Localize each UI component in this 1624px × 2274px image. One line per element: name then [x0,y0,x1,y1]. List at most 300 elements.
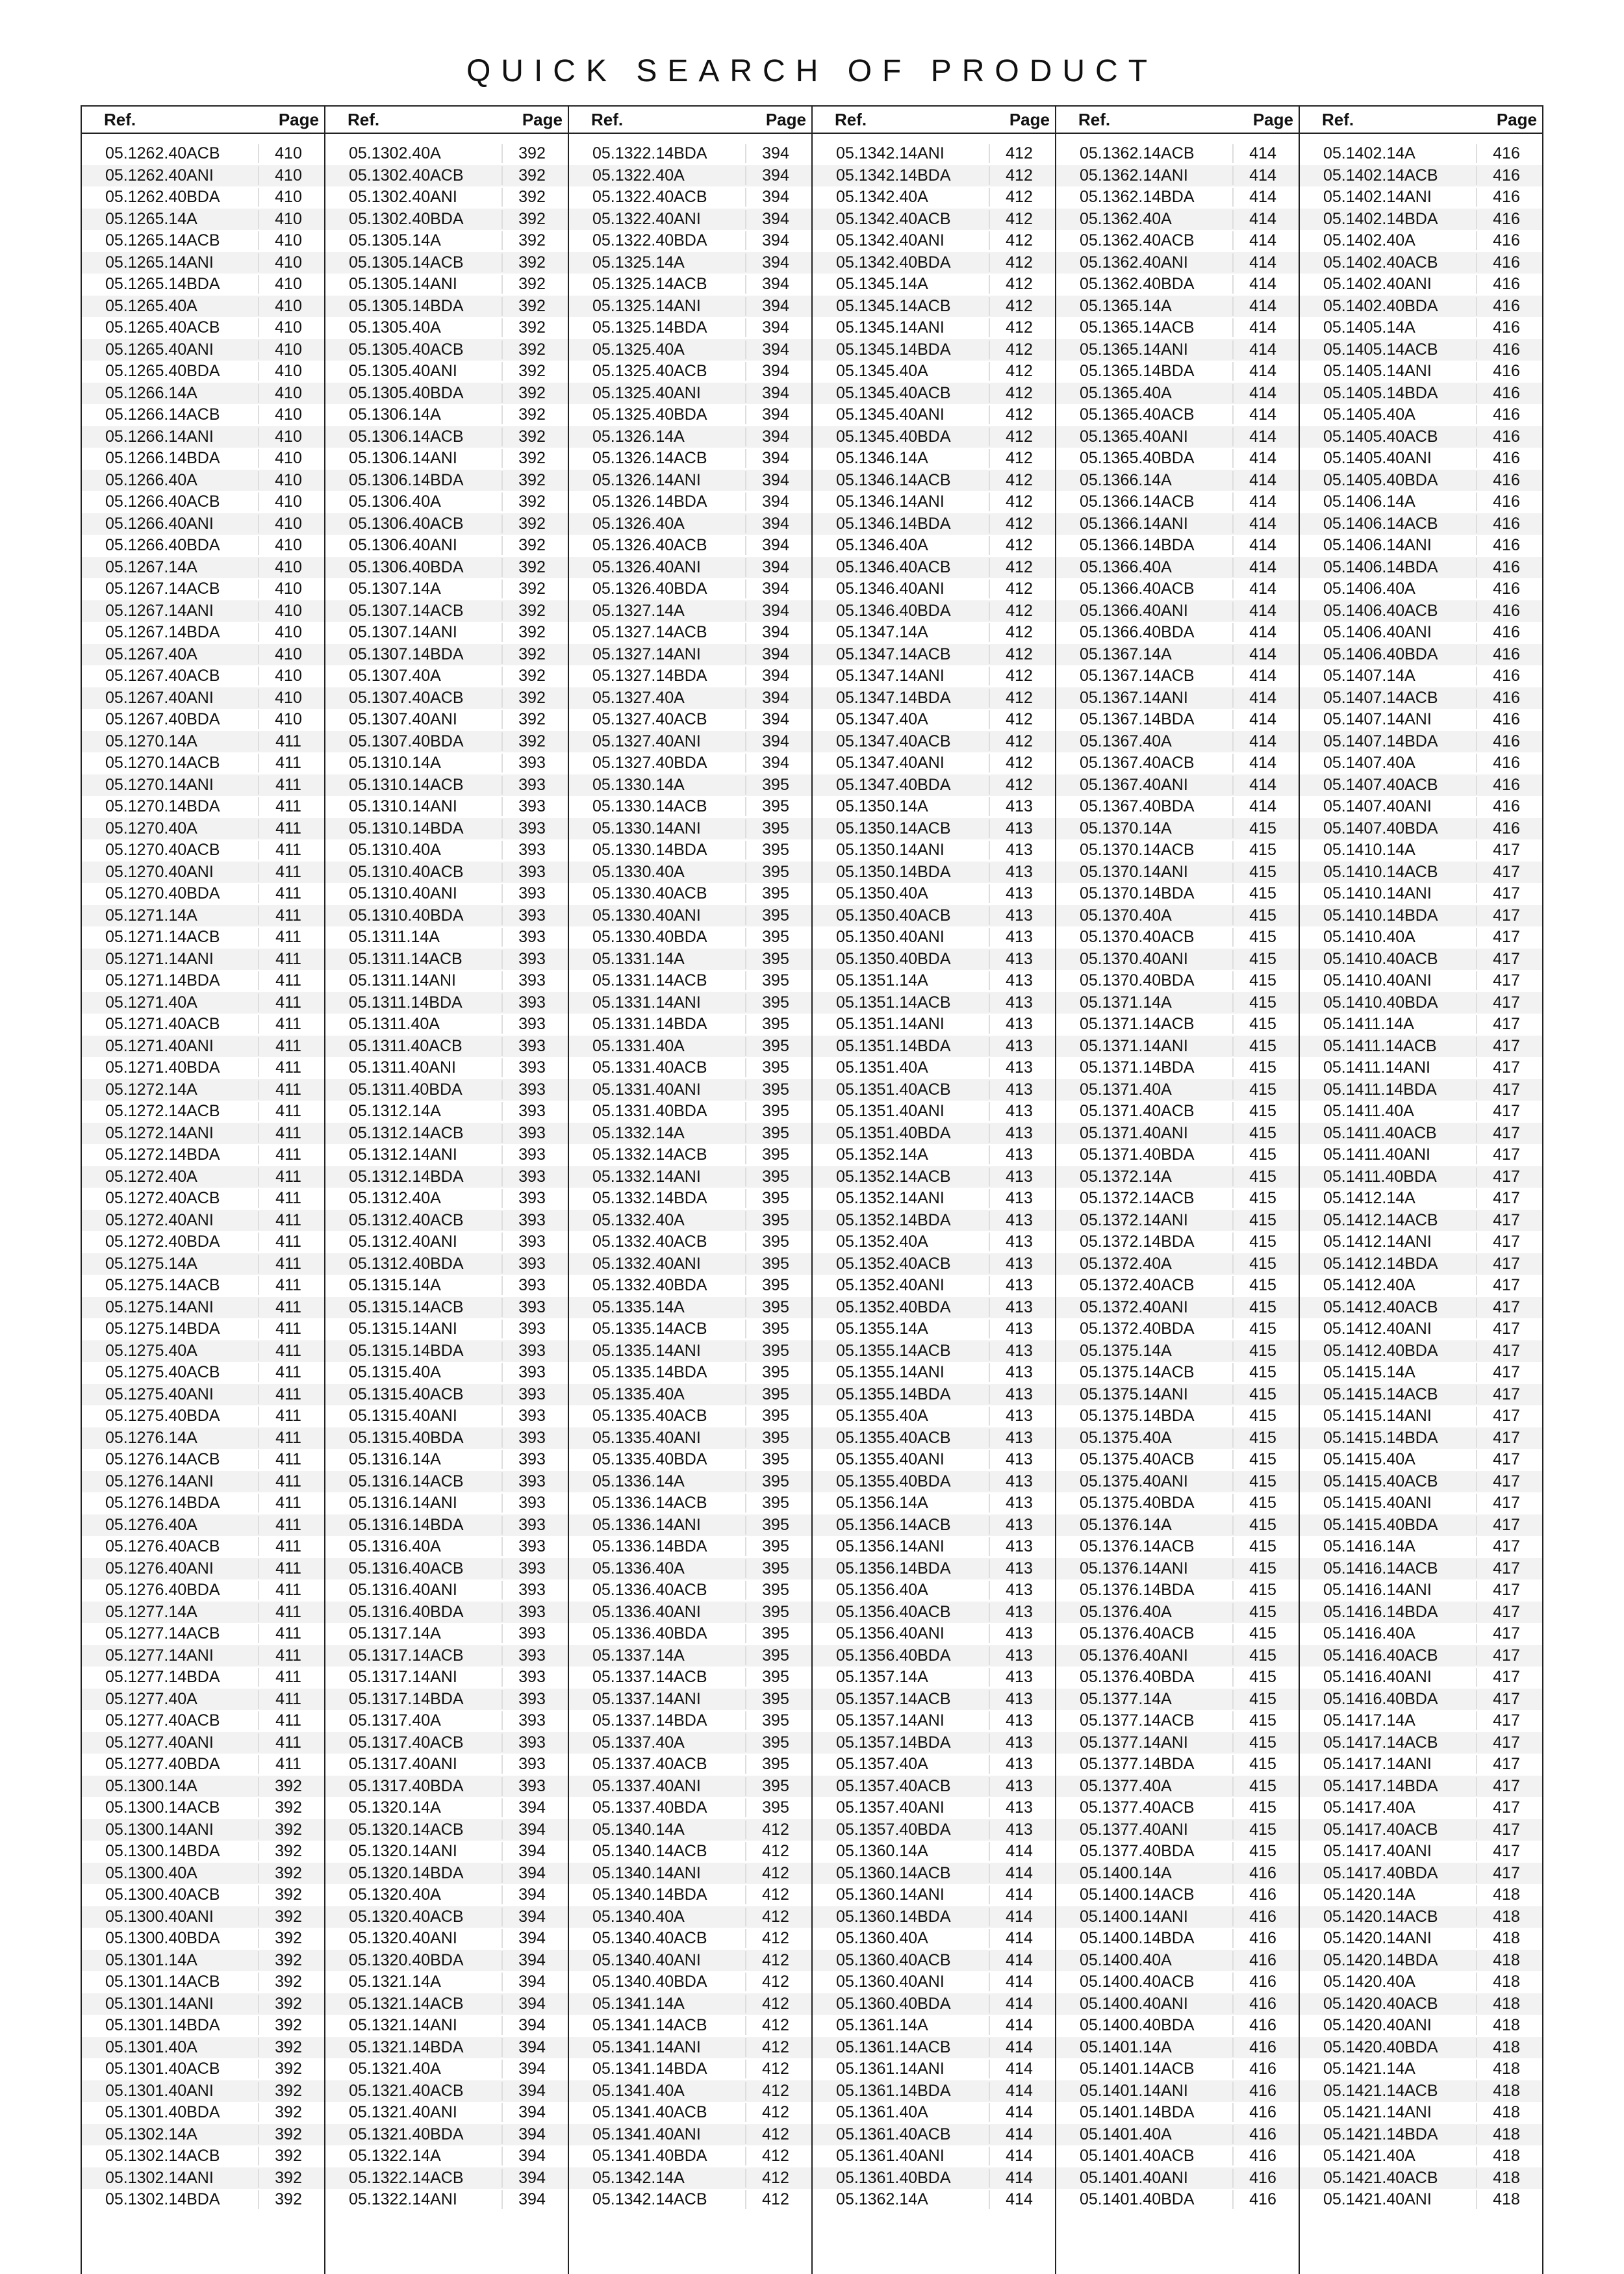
table-row [569,1754,811,1776]
table-row [325,209,568,231]
page-number: 417 [1476,1864,1530,1883]
page-number: 414 [1232,623,1287,642]
page-number: 411 [258,1494,312,1513]
page-number: 392 [501,188,556,207]
table-row [813,2189,1055,2211]
page-number: 393 [501,1537,556,1556]
table-row [1300,448,1542,470]
table-row [813,1710,1055,1732]
table-row [1300,1514,1542,1537]
page-number: 394 [745,297,800,316]
page-number: 412 [989,645,1043,664]
page-number: 412 [989,536,1043,555]
page-number: 410 [258,166,312,185]
page-number: 393 [501,993,556,1012]
product-ref: 05.1400.40BDA [1080,2016,1195,2035]
table-row [325,2102,568,2124]
product-ref: 05.1365.14A [1080,296,1172,315]
page-number: 393 [501,1429,556,1448]
table-row [325,296,568,318]
product-ref: 05.1372.14ANI [1080,1210,1188,1229]
table-row [813,926,1055,949]
table-row [569,622,811,644]
table-row [569,1253,811,1275]
product-ref: 05.1416.14BDA [1323,1602,1438,1621]
page-number: 413 [989,1124,1043,1143]
page-number: 410 [258,667,312,685]
table-row [813,578,1055,600]
column-header [1056,105,1299,134]
table-row [813,1340,1055,1362]
table-row [813,1253,1055,1275]
page-number: 417 [1476,1581,1530,1600]
table-row [1056,796,1299,818]
page-number: 410 [258,231,312,250]
product-ref: 05.1402.40ANI [1323,275,1432,294]
page-number: 411 [258,797,312,816]
table-row [813,665,1055,687]
page-number: 392 [258,2038,312,2057]
product-ref: 05.1416.40BDA [1323,1689,1438,1708]
page-number: 395 [745,1537,800,1556]
product-ref: 05.1401.14BDA [1080,2103,1195,2122]
product-ref: 05.1266.14BDA [105,449,220,468]
product-ref: 05.1322.40ANI [592,209,701,228]
product-ref: 05.1421.40A [1323,2147,1415,2165]
product-ref: 05.1376.40ACB [1080,1624,1195,1643]
product-ref: 05.1331.40A [592,1036,685,1055]
table-row [325,1318,568,1340]
table-row [813,143,1055,165]
page-number: 416 [1232,2190,1287,2209]
page-number: 411 [258,1211,312,1230]
page-number: 414 [1232,253,1287,272]
page-number: 415 [1232,1015,1287,1034]
table-row [1300,1754,1542,1776]
product-ref: 05.1307.40ACB [349,688,464,707]
table-row [569,209,811,231]
table-row [1056,252,1299,274]
table-row [325,731,568,753]
product-ref: 05.1332.14BDA [592,1189,707,1208]
product-ref: 05.1370.14ACB [1080,841,1195,860]
page-number: 410 [258,188,312,207]
product-ref: 05.1317.14ANI [349,1668,457,1687]
product-ref: 05.1421.14A [1323,2060,1415,2078]
table-row [325,535,568,557]
page-number: 394 [745,144,800,163]
page-number: 395 [745,928,800,947]
product-ref: 05.1312.40ACB [349,1210,464,1229]
product-ref: 05.1320.40ANI [349,1929,457,1948]
page-number: 414 [1232,362,1287,381]
table-row [1300,1340,1542,1362]
table-row [813,774,1055,797]
product-ref: 05.1377.40ANI [1080,1820,1188,1839]
product-ref: 05.1377.14ANI [1080,1733,1188,1752]
page-number: 416 [1476,405,1530,424]
page-number: 414 [1232,471,1287,490]
product-ref: 05.1376.40A [1080,1602,1172,1621]
table-row [1300,165,1542,187]
product-ref: 05.1312.14BDA [349,1167,464,1186]
header-ref: Ref. [104,109,136,129]
page-number: 410 [258,536,312,555]
page-number: 394 [745,492,800,511]
product-ref: 05.1331.40ACB [592,1058,707,1077]
product-ref: 05.1420.40A [1323,1973,1415,1991]
product-ref: 05.1310.40ACB [349,862,464,881]
table-row [569,274,811,296]
product-ref: 05.1316.14A [349,1450,441,1469]
page-number: 394 [501,2169,556,2188]
page-number: 417 [1476,1080,1530,1099]
product-ref: 05.1411.14BDA [1323,1080,1437,1099]
table-row [1300,2080,1542,2102]
product-ref: 05.1341.14BDA [592,2060,707,2078]
product-ref: 05.1371.40BDA [1080,1145,1195,1164]
page-number: 415 [1232,1842,1287,1861]
product-ref: 05.1407.40BDA [1323,819,1438,837]
product-ref: 05.1312.14ACB [349,1123,464,1142]
table-row [813,1384,1055,1406]
page-number: 412 [989,188,1043,207]
table-row [325,1645,568,1667]
table-row [1300,839,1542,862]
page-number: 393 [501,1603,556,1622]
page-number: 410 [258,645,312,664]
product-ref: 05.1351.14A [836,971,928,990]
table-row [82,949,324,971]
table-row [569,535,811,557]
page-number: 392 [258,1798,312,1817]
product-ref: 05.1262.40BDA [105,188,220,207]
product-ref: 05.1341.40A [592,2081,685,2100]
product-ref: 05.1270.40BDA [105,884,220,903]
page-number: 393 [501,1711,556,1730]
table-row [325,905,568,927]
page-number: 410 [258,449,312,468]
table-row [813,883,1055,905]
product-ref: 05.1300.14BDA [105,1842,220,1861]
page-number: 395 [745,1385,800,1404]
product-ref: 05.1417.40BDA [1323,1863,1438,1882]
product-ref: 05.1302.40ANI [349,188,457,207]
table-row [325,1210,568,1232]
table-row [82,1754,324,1776]
table-row [569,491,811,513]
product-ref: 05.1370.40A [1080,906,1172,925]
product-ref: 05.1325.40A [592,340,685,359]
table-row [1056,2145,1299,2167]
table-row [1300,883,1542,905]
product-ref: 05.1405.14BDA [1323,383,1438,402]
page-number: 395 [745,1581,800,1600]
table-row [1300,557,1542,579]
product-ref: 05.1421.14ANI [1323,2103,1432,2122]
page-number: 417 [1476,863,1530,882]
table-row [813,1689,1055,1711]
product-ref: 05.1316.14ANI [349,1494,457,1513]
header-page: Page [278,109,319,129]
table-row [1300,1776,1542,1798]
product-ref: 05.1351.14BDA [836,1036,951,1055]
table-row [325,1297,568,1319]
product-ref: 05.1270.14ANI [105,775,214,794]
product-ref: 05.1331.14BDA [592,1015,707,1034]
product-ref: 05.1371.14ACB [1080,1015,1195,1034]
product-ref: 05.1416.40ACB [1323,1646,1438,1665]
page-number: 415 [1232,863,1287,882]
page-number: 413 [989,1537,1043,1556]
table-row [1300,1645,1542,1667]
product-ref: 05.1421.14ACB [1323,2081,1438,2100]
product-ref: 05.1321.14ANI [349,2016,457,2035]
page-number: 417 [1476,1233,1530,1251]
product-ref: 05.1307.14BDA [349,645,464,663]
product-ref: 05.1377.40BDA [1080,1842,1195,1861]
page-number: 395 [745,1298,800,1317]
page-number: 411 [258,1298,312,1317]
page-number: 410 [258,623,312,642]
page-number: 416 [1476,318,1530,337]
table-row [813,1884,1055,1906]
page-number: 393 [501,1189,556,1208]
table-row [813,1079,1055,1101]
table-row [325,1841,568,1863]
product-ref: 05.1367.14ANI [1080,688,1188,707]
page-number: 411 [258,884,312,903]
product-ref: 05.1322.40A [592,166,685,185]
page-number: 395 [745,1211,800,1230]
table-row [82,252,324,274]
table-row [1056,1906,1299,1928]
table-row [813,1950,1055,1972]
product-ref: 05.1267.40A [105,645,197,663]
page-number: 416 [1476,362,1530,381]
table-row [1056,1101,1299,1123]
product-ref: 05.1365.40A [1080,383,1172,402]
product-ref: 05.1352.14A [836,1145,928,1164]
page-number: 411 [258,928,312,947]
product-ref: 05.1311.40ACB [349,1036,463,1055]
page-number: 415 [1232,1363,1287,1382]
table-row [813,1602,1055,1624]
product-ref: 05.1352.40A [836,1233,928,1251]
page-number: 412 [989,384,1043,403]
page-number: 411 [258,863,312,882]
table-row [569,839,811,862]
product-ref: 05.1402.40BDA [1323,296,1438,315]
product-ref: 05.1317.40BDA [349,1776,464,1795]
page-number: 392 [258,2190,312,2209]
page-number: 395 [745,950,800,969]
table-row [82,296,324,318]
table-row [82,1993,324,2015]
table-row [325,1166,568,1188]
page-number: 414 [989,1995,1043,2013]
table-row [82,230,324,252]
page-number: 415 [1232,1058,1287,1077]
page-number: 415 [1232,1145,1287,1164]
product-ref: 05.1272.14A [105,1080,197,1099]
product-ref: 05.1272.14ANI [105,1123,214,1142]
page-number: 412 [745,1951,800,1970]
product-ref: 05.1346.14ACB [836,470,951,489]
page-number: 394 [501,1995,556,2013]
page-number: 395 [745,1124,800,1143]
page-number: 416 [1476,819,1530,838]
page-number: 416 [1232,2125,1287,2144]
page-number: 415 [1232,1733,1287,1752]
table-row [1056,2124,1299,2146]
page-number: 417 [1476,1276,1530,1295]
table-row [325,1384,568,1406]
page-number: 411 [258,1276,312,1295]
page-number: 413 [989,884,1043,903]
page-number: 416 [1476,166,1530,185]
table-row [569,1166,811,1188]
table-row [1056,1667,1299,1689]
table-row [325,470,568,492]
page-number: 395 [745,1255,800,1273]
product-ref: 05.1266.14A [105,383,197,402]
page-number: 417 [1476,884,1530,903]
product-ref: 05.1317.40A [349,1711,441,1730]
table-row [569,2080,811,2102]
table-row [569,2189,811,2211]
table-row [1300,1123,1542,1145]
product-ref: 05.1351.14ANI [836,1015,945,1034]
page-number: 394 [745,362,800,381]
page-number: 412 [989,667,1043,685]
page-number: 413 [989,1102,1043,1121]
product-ref: 05.1345.14ANI [836,318,945,337]
product-ref: 05.1415.14A [1323,1363,1415,1382]
page-number: 392 [501,428,556,446]
table-row [813,1797,1055,1819]
table-row [1056,1471,1299,1493]
table-row [325,949,568,971]
product-ref: 05.1421.40ACB [1323,2168,1438,2187]
product-ref: 05.1340.14A [592,1820,685,1839]
table-row [1300,1710,1542,1732]
page-number: 413 [989,928,1043,947]
table-row [569,1645,811,1667]
table-row [82,1884,324,1906]
table-row [813,1057,1055,1079]
product-ref: 05.1321.14BDA [349,2038,464,2056]
table-row [82,1123,324,1145]
page-number: 414 [1232,144,1287,163]
product-ref: 05.1407.14BDA [1323,732,1438,750]
table-row [569,426,811,448]
table-row [1056,1318,1299,1340]
product-ref: 05.1357.14ANI [836,1711,945,1730]
product-ref: 05.1361.40ACB [836,2125,951,2143]
page-number: 411 [258,1080,312,1099]
table-row [813,317,1055,339]
page-number: 416 [1476,210,1530,229]
product-ref: 05.1310.40BDA [349,906,464,925]
product-ref: 05.1412.14ACB [1323,1210,1438,1229]
page-number: 418 [1476,2016,1530,2035]
table-row [1300,1210,1542,1232]
page-number: 412 [989,515,1043,533]
table-row [1056,404,1299,426]
table-row [813,209,1055,231]
page-number: 411 [258,1145,312,1164]
page-number: 415 [1232,1581,1287,1600]
table-row [1056,752,1299,774]
table-row [569,1884,811,1906]
product-ref: 05.1326.40ANI [592,557,701,576]
product-ref: 05.1305.40ANI [349,362,457,381]
page-number: 411 [258,1472,312,1491]
product-ref: 05.1265.14BDA [105,275,220,294]
table-row [1056,1971,1299,1993]
product-ref: 05.1265.14A [105,209,197,228]
product-ref: 05.1400.40A [1080,1950,1172,1969]
table-row [813,535,1055,557]
product-ref: 05.1360.40ANI [836,1973,945,1991]
page-number: 412 [989,275,1043,294]
page-number: 412 [745,2060,800,2078]
table-row [1300,2058,1542,2080]
page-number: 414 [1232,449,1287,468]
product-ref: 05.1306.40ACB [349,514,464,533]
table-row [1300,665,1542,687]
page-number: 413 [989,1494,1043,1513]
table-row [82,2080,324,2102]
table-row [813,1754,1055,1776]
product-ref: 05.1402.14BDA [1323,209,1438,228]
table-row [569,2037,811,2059]
table-row [813,230,1055,252]
product-ref: 05.1345.40ANI [836,405,945,424]
page-number: 415 [1232,1690,1287,1709]
page-number: 395 [745,1363,800,1382]
table-row [569,296,811,318]
page-number: 392 [501,515,556,533]
table-row [813,1449,1055,1471]
page-number: 411 [258,841,312,860]
product-ref: 05.1321.40ACB [349,2081,464,2100]
page-number: 395 [745,1168,800,1186]
product-ref: 05.1327.40ANI [592,732,701,750]
table-row [569,1101,811,1123]
table-row [325,426,568,448]
page-number: 394 [745,340,800,359]
product-ref: 05.1407.40ACB [1323,775,1438,794]
table-row [813,818,1055,840]
table-row [325,1449,568,1471]
table-row [325,644,568,666]
page-number: 415 [1232,1385,1287,1404]
product-ref: 05.1352.14BDA [836,1210,951,1229]
page-number: 417 [1476,841,1530,860]
product-ref: 05.1327.14ANI [592,645,701,663]
product-ref: 05.1372.14ACB [1080,1189,1195,1208]
page-number: 410 [258,689,312,708]
page-number: 393 [501,1320,556,1338]
product-ref: 05.1407.14ACB [1323,688,1438,707]
page-number: 392 [258,2169,312,2188]
page-number: 413 [989,1581,1043,1600]
product-ref: 05.1276.40BDA [105,1581,220,1600]
table-row [569,404,811,426]
product-ref: 05.1270.40ANI [105,862,214,881]
